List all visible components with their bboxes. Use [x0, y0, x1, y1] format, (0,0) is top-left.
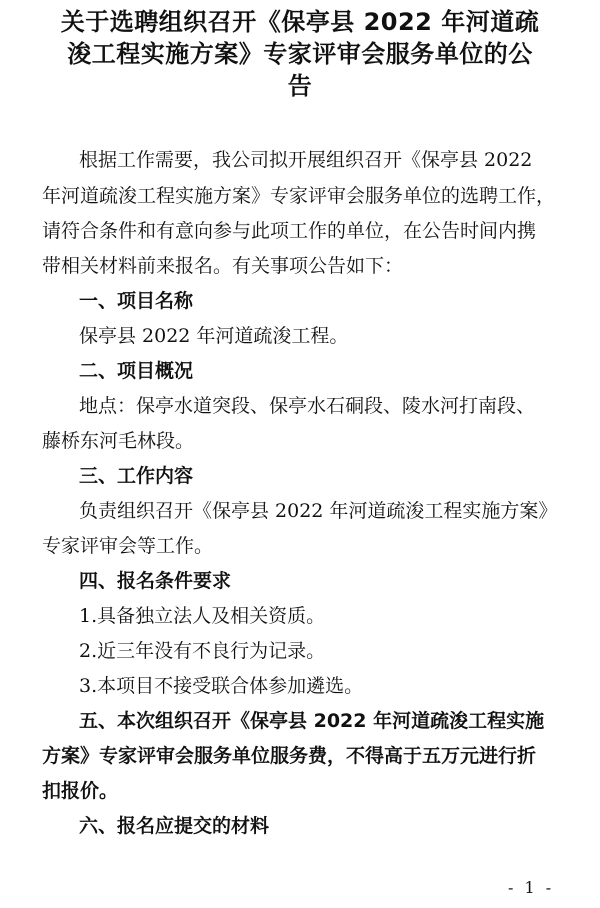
section-body: 藤桥东河毛林段。: [42, 430, 195, 452]
document-title: [20, 6, 580, 102]
section-heading: 三、工作内容: [79, 465, 194, 487]
section-heading: 方案》专家评审会服务单位服务费，不得高于五万元进行折: [42, 745, 537, 767]
intro-line: 年河道疏浚工程实施方案》专家评审会服务单位的选聘工作，: [42, 185, 556, 207]
title-line: 告: [287, 72, 313, 100]
intro-line: 请符合条件和有意向参与此项工作的单位，在公告时间内携: [42, 220, 537, 242]
section-body: 专家评审会等工作。: [42, 535, 214, 557]
section-heading: 六、报名应提交的材料: [79, 815, 270, 837]
title-line: 浚工程实施方案》专家评审会服务单位的公: [67, 40, 533, 68]
intro-line: 根据工作需要，我公司拟开展组织召开《保亭县 2022: [79, 149, 533, 171]
list-item: 2.近三年没有不良行为记录。: [79, 640, 326, 662]
section-heading: 五、本次组织召开《保亭县 2022 年河道疏浚工程实施: [79, 710, 545, 732]
list-item: 3.本项目不接受联合体参加遴选。: [79, 675, 364, 697]
section-heading: 扣报价。: [42, 780, 119, 802]
section-heading: 四、报名条件要求: [79, 570, 232, 592]
section-body: 地点：保亭水道突段、保亭水石硐段、陵水河打南段、: [79, 395, 536, 417]
section-body: 保亭县 2022 年河道疏浚工程。: [79, 325, 349, 347]
section-heading: 一、项目名称: [79, 290, 194, 312]
page-number: - 1 -: [508, 878, 555, 897]
list-item: 1.具备独立法人及相关资质。: [79, 605, 326, 627]
intro-line: 带相关材料前来报名。有关事项公告如下：: [42, 255, 404, 277]
title-line: 关于选聘组织召开《保亭县 2022 年河道疏: [60, 8, 540, 36]
section-heading: 二、项目概况: [79, 360, 194, 382]
section-body: 负责组织召开《保亭县 2022 年河道疏浚工程实施方案》: [79, 500, 558, 522]
